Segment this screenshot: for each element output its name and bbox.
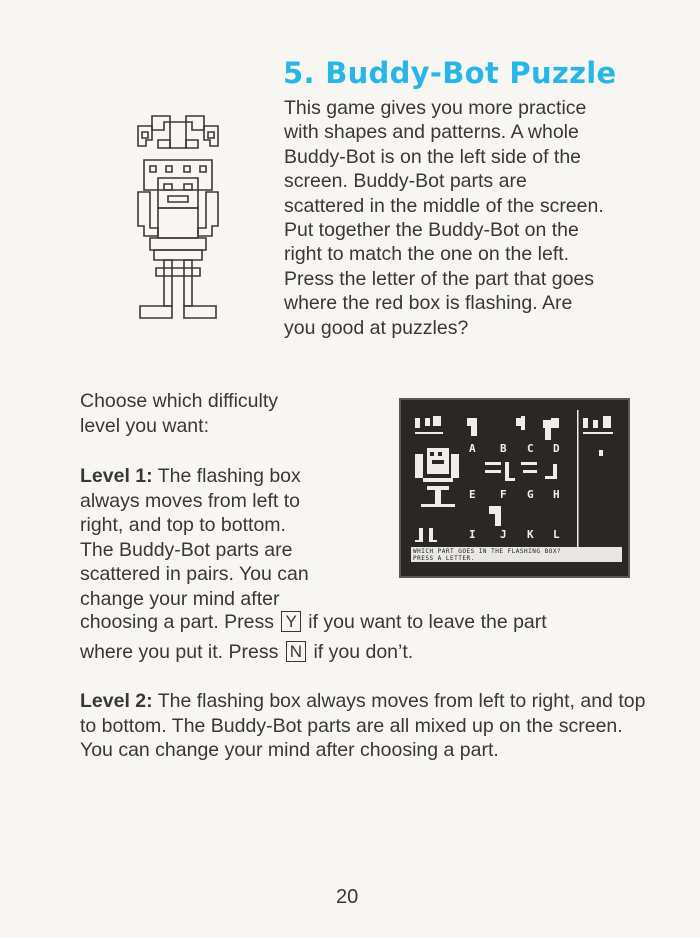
- intro-line: you good at puzzles?: [284, 316, 469, 339]
- part-letter: H: [553, 488, 560, 501]
- part-letter: G: [527, 488, 534, 501]
- part-letter: I: [469, 528, 476, 541]
- intro-line: where the red box is flashing. Are: [284, 292, 573, 315]
- level-2-description: [80, 689, 660, 763]
- screen-message-line: WHICH PART GOES IN THE FLASHING BOX?: [413, 548, 562, 555]
- n-key: N: [286, 641, 306, 662]
- part-letter: D: [553, 442, 560, 455]
- intro-line: Press the letter of the part that goes: [284, 267, 595, 290]
- level-1-line: right, and top to bottom.: [80, 514, 286, 536]
- page-number: 20: [336, 886, 359, 908]
- level-2-label: Level 2:: [80, 690, 153, 712]
- part-letter: B: [500, 442, 507, 455]
- press-y-instruction: [80, 611, 547, 634]
- level-2-text: The flashing box always moves from left to right, and top to bottom. The Buddy-Bot parts are all mixed up on the screen. You can change your mind after choosing a part.: [80, 690, 646, 761]
- section-title: 5. Buddy-Bot Puzzle: [283, 56, 617, 90]
- buddy-bot-illustration: [128, 112, 228, 327]
- level-1-line: scattered in pairs. You can: [80, 563, 309, 585]
- part-letter: K: [527, 528, 534, 541]
- level-1-line: change your mind after: [80, 587, 280, 610]
- choose-difficulty-text: [80, 389, 278, 438]
- level-1-description: [80, 464, 309, 611]
- press-n-instruction: [80, 641, 413, 664]
- part-letter: C: [527, 442, 534, 455]
- intro-line: right to match the one on the left.: [284, 243, 570, 266]
- press-n-text-after: if you don’t.: [308, 641, 414, 663]
- intro-line: scattered in the middle of the screen.: [284, 194, 604, 217]
- choose-line: Choose which difficulty: [80, 390, 278, 412]
- level-1-line: always moves from left to: [80, 489, 300, 512]
- intro-line: with shapes and patterns. A whole: [284, 121, 579, 144]
- choose-line: level you want:: [80, 414, 209, 437]
- part-letter: J: [500, 528, 507, 541]
- intro-line: Put together the Buddy-Bot on the: [284, 219, 579, 242]
- intro-paragraph: [284, 96, 664, 340]
- press-y-text-after: if you want to leave the part: [302, 611, 547, 633]
- press-n-text: where you put it. Press: [80, 641, 279, 663]
- game-screenshot: [399, 398, 630, 578]
- intro-line: This game gives you more practice: [284, 97, 587, 119]
- screen-message-line: PRESS A LETTER.: [413, 555, 475, 562]
- part-letter: F: [500, 488, 507, 501]
- intro-line: Buddy-Bot is on the left side of the: [284, 145, 582, 168]
- level-1-label: Level 1:: [80, 465, 153, 487]
- screen-message: [413, 548, 561, 562]
- part-letter: E: [469, 488, 476, 501]
- part-letter: L: [553, 528, 560, 541]
- part-letter: A: [469, 442, 476, 455]
- y-key: Y: [281, 611, 300, 632]
- level-1-line: The Buddy-Bot parts are: [80, 538, 293, 561]
- level-1-text: The flashing box: [152, 465, 301, 487]
- intro-line: screen. Buddy-Bot parts are: [284, 170, 527, 193]
- press-y-text: choosing a part. Press: [80, 611, 275, 633]
